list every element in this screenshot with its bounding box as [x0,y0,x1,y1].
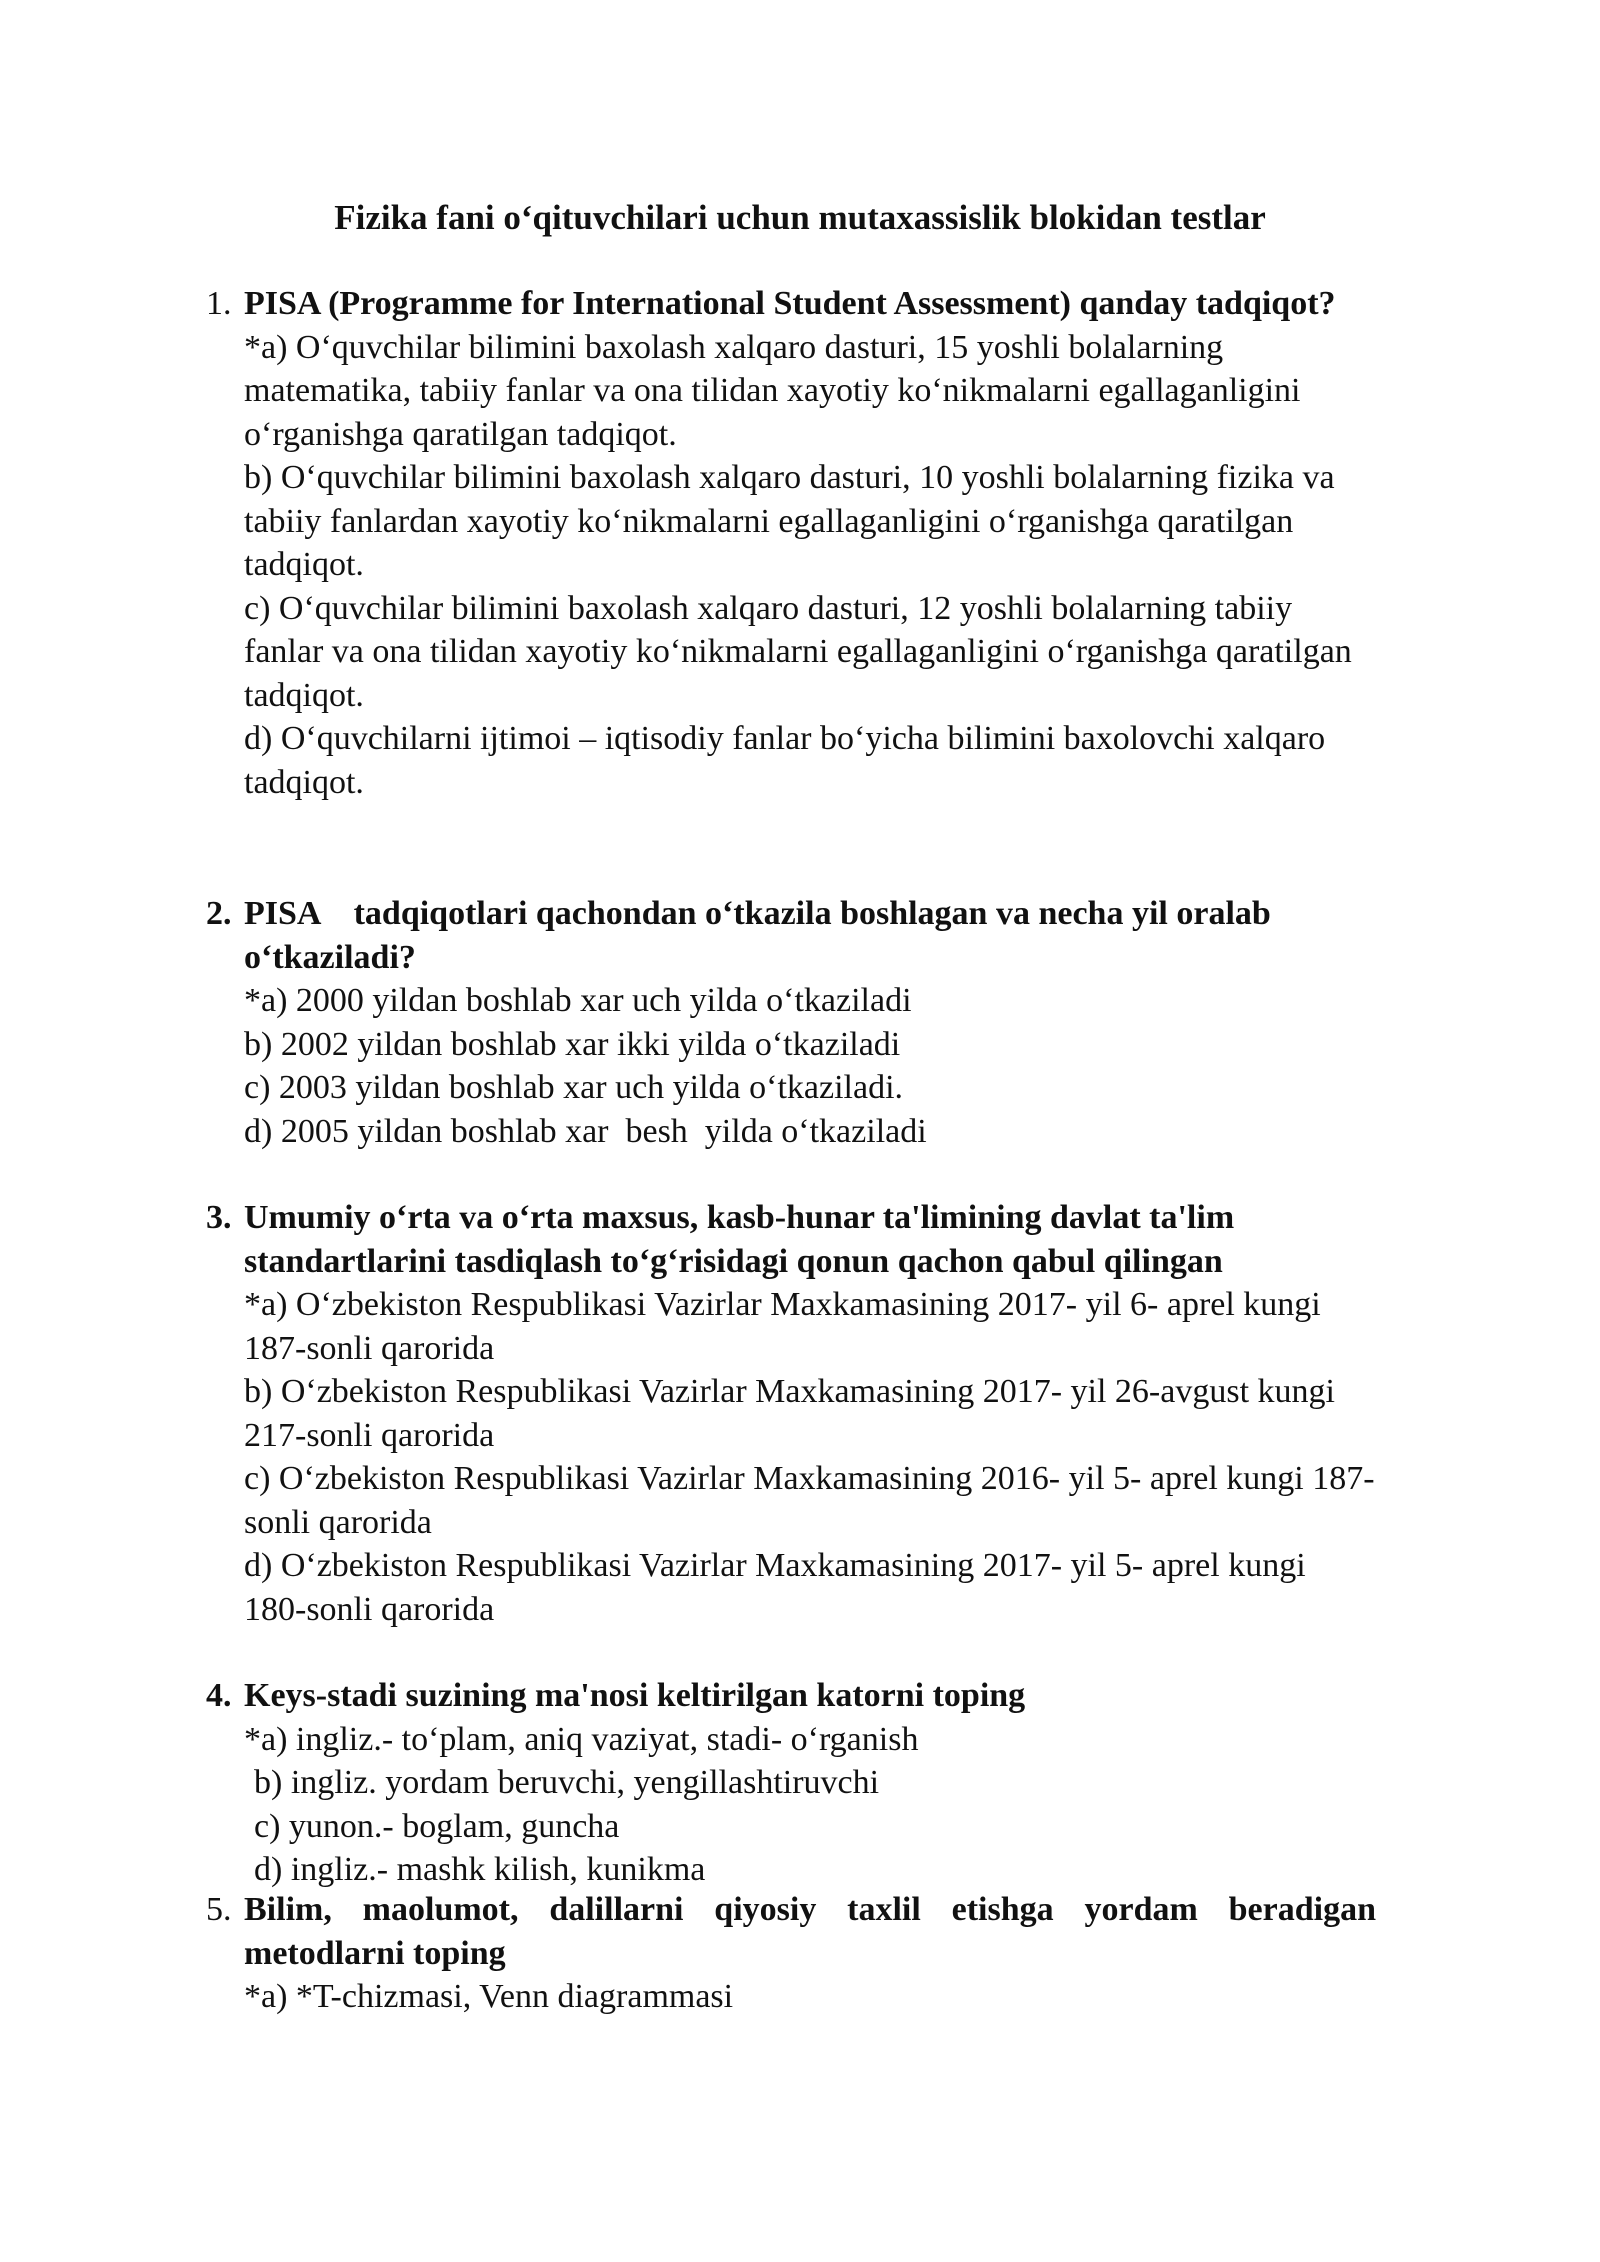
question-header [206,1888,1376,1975]
question-text: PISA (Programme for International Student Assessment) qanday tadqiqot? [244,285,1336,322]
answer-option-c: c) yunon.- boglam, guncha [254,1807,620,1845]
question-text: PISA tadqiqotlari qachondan o‘tkazila boshlagan va necha yil oralab o‘tkaziladi? [244,895,1280,976]
answer-option-a: *a) ingliz.- to‘plam, aniq vaziyat, stadi- o‘rganish [244,1720,919,1758]
question-number: 4. [206,1677,232,1714]
question-5 [206,1888,1376,2019]
answer-option-a: *a) 2000 yildan boshlab xar uch yilda o‘tkaziladi [244,982,912,1019]
answer-options [244,326,1376,805]
answer-option-a: *a) *T-chizmasi, Venn diagrammasi [244,1978,734,2015]
question-number: 3. [206,1199,232,1236]
question-4 [206,1674,1376,1892]
answer-option-d: d) O‘quvchilarni ijtimoi – iqtisodiy fanlar bo‘yicha bilimini baxolovchi xalqaro tadqiqot. [244,720,1326,801]
question-number: 1. [206,285,232,322]
answer-option-b: b) 2002 yildan boshlab xar ikki yilda o‘tkaziladi [244,1025,901,1063]
answer-option-a: *a) O‘zbekiston Respublikasi Vazirlar Maxkamasining 2017- yil 6- aprel kungi 187-sonli qarorida [244,1286,1321,1367]
question-header [206,1674,1376,1718]
question-2 [206,892,1376,1153]
answer-options [244,1283,1376,1631]
answer-option-d: d) ingliz.- mashk kilish, kunikma [254,1851,706,1888]
question-text: Keys-stadi suzining ma'nosi keltirilgan katorni toping [244,1677,1026,1714]
answer-options [244,1975,1376,2019]
question-number: 5. [206,1891,232,1928]
answer-option-b: b) O‘quvchilar bilimini baxolash xalqaro dasturi, 10 yoshli bolalarning fizika va tabiiy fanlardan xayotiy ko‘nikmalarni egallaganligini o‘rganishga qaratilgan tadqiqot. [244,459,1335,583]
answer-option-b: b) ingliz. yordam beruvchi, yengillashtiruvchi [254,1764,880,1801]
answer-option-b: b) O‘zbekiston Respublikasi Vazirlar Maxkamasining 2017- yil 26-avgust kungi 217-sonli qarorida [244,1373,1335,1454]
question-header [206,1196,1376,1283]
answer-option-c: c) 2003 yildan boshlab xar uch yilda o‘tkaziladi. [244,1069,904,1106]
question-1 [206,282,1376,804]
question-3 [206,1196,1376,1631]
answer-option-a: *a) O‘quvchilar bilimini baxolash xalqaro dasturi, 15 yoshli bolalarning matematika, tabiiy fanlar va ona tilidan xayotiy ko‘nikmalarni egallaganligini o‘rganishga qaratilgan tadqiqot. [244,328,1301,453]
answer-option-d: d) 2005 yildan boshlab xar besh yilda o‘tkaziladi [244,1112,927,1150]
answer-options [244,979,1376,1153]
answer-option-d: d) O‘zbekiston Respublikasi Vazirlar Maxkamasining 2017- yil 5- aprel kungi 180-sonli qarorida [244,1547,1306,1628]
answer-option-c: c) O‘zbekiston Respublikasi Vazirlar Maxkamasining 2016- yil 5- aprel kungi 187-sonli qarorida [244,1460,1375,1541]
answer-options [244,1718,1376,1892]
question-text: Bilim, maolumot, dalillarni qiyosiy taxlil etishga yordam beradigan metodlarni toping [244,1891,1376,1972]
question-text: Umumiy o‘rta va o‘rta maxsus, kasb-hunar ta'limining davlat ta'lim standartlarini tasdiqlash to‘g‘risidagi qonun qachon qabul qilingan [244,1199,1235,1280]
question-number: 2. [206,895,232,932]
question-header [206,282,1376,326]
answer-option-c: c) O‘quvchilar bilimini baxolash xalqaro dasturi, 12 yoshli bolalarning tabiiy fanlar va ona tilidan xayotiy ko‘nikmalarni egallaganligini o‘rganishga qaratilgan tadqiqot. [244,589,1352,714]
document-title: Fizika fani o‘qituvchilari uchun mutaxassislik blokidan testlar [334,198,1266,237]
question-header [206,892,1376,979]
